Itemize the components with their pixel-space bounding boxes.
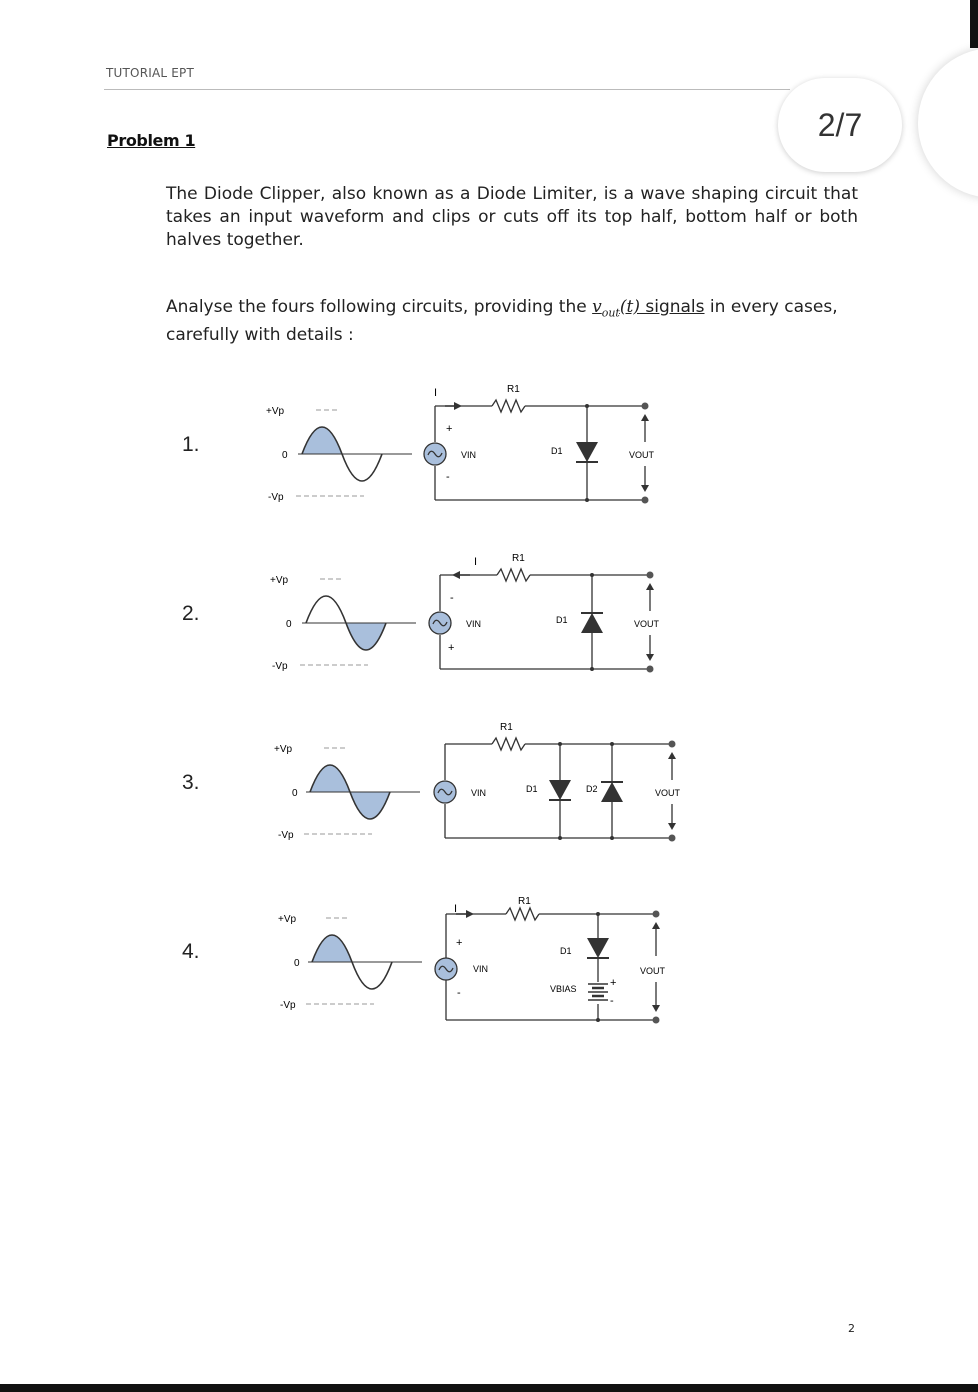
svg-text:0: 0 xyxy=(294,958,300,969)
circuit-schematic xyxy=(429,569,650,669)
svg-text:+: + xyxy=(446,423,453,435)
circuit-number: 1. xyxy=(182,433,200,456)
svg-text:+Vp: +Vp xyxy=(274,744,293,755)
svg-text:D1: D1 xyxy=(551,446,563,456)
diode-d1 xyxy=(576,442,598,462)
svg-text:R1: R1 xyxy=(518,896,531,907)
bias-battery xyxy=(588,984,608,1000)
input-waveform xyxy=(274,744,420,841)
document-header: TUTORIAL EPT xyxy=(106,66,195,80)
vout-symbol: $v_{out}(t)$ xyxy=(592,297,640,320)
input-waveform xyxy=(270,575,416,672)
svg-text:0: 0 xyxy=(282,450,288,461)
diode-d1 xyxy=(581,613,603,633)
svg-text:-: - xyxy=(450,592,454,604)
input-waveform xyxy=(266,406,412,503)
svg-text:R1: R1 xyxy=(512,553,525,564)
problem-title: Problem 1 xyxy=(107,131,196,150)
circuit-number: 3. xyxy=(182,771,200,794)
task-paragraph xyxy=(166,296,866,347)
diode-d1 xyxy=(549,780,571,800)
circuit-number: 4. xyxy=(182,940,200,963)
circuit-schematic xyxy=(424,400,645,500)
svg-text:I: I xyxy=(454,903,458,915)
svg-text:VBIAS: VBIAS xyxy=(550,984,577,994)
window-edge-bar xyxy=(970,0,978,48)
svg-text:+: + xyxy=(448,642,455,654)
svg-text:D1: D1 xyxy=(560,946,572,956)
svg-text:+: + xyxy=(456,937,463,949)
svg-text:+Vp: +Vp xyxy=(278,914,297,925)
svg-text:VIN: VIN xyxy=(466,619,482,629)
svg-text:VIN: VIN xyxy=(461,450,477,460)
diode-d1 xyxy=(587,938,609,958)
svg-text:D1: D1 xyxy=(526,784,538,794)
svg-text:-: - xyxy=(610,995,614,1007)
svg-text:0: 0 xyxy=(292,788,298,799)
page-number: 2 xyxy=(848,1322,855,1335)
svg-text:VOUT: VOUT xyxy=(629,450,655,460)
circuit-number: 2. xyxy=(182,602,200,625)
page-indicator[interactable]: 2/7 xyxy=(778,78,902,172)
svg-text:D2: D2 xyxy=(586,784,598,794)
svg-text:+Vp: +Vp xyxy=(270,575,289,586)
svg-text:VIN: VIN xyxy=(471,788,487,798)
svg-text:R1: R1 xyxy=(507,384,520,395)
svg-text:D1: D1 xyxy=(556,615,568,625)
svg-text:-: - xyxy=(457,987,461,999)
intro-paragraph: The Diode Clipper, also known as a Diode Limiter, is a wave shaping circuit that takes an input waveform and clips or cuts off its top half, bottom half or both halves together. xyxy=(166,184,858,250)
svg-text:+: + xyxy=(610,977,617,989)
task-text-signals: signals xyxy=(639,297,705,317)
svg-text:+Vp: +Vp xyxy=(266,406,285,417)
diode-d2 xyxy=(601,782,623,802)
task-text-after: in every cases, carefully with details : xyxy=(166,297,838,346)
svg-text:-Vp: -Vp xyxy=(272,661,288,672)
svg-text:-Vp: -Vp xyxy=(268,492,284,503)
task-text-before: Analyse the fours following circuits, providing the xyxy=(166,297,593,317)
header-rule xyxy=(104,89,790,90)
svg-text:-: - xyxy=(446,471,450,483)
circuit-4 xyxy=(260,880,700,1040)
svg-text:R1: R1 xyxy=(500,722,513,733)
window-bottom-bar xyxy=(0,1384,978,1392)
svg-text:VOUT: VOUT xyxy=(634,619,660,629)
svg-text:-Vp: -Vp xyxy=(280,1000,296,1011)
svg-text:VOUT: VOUT xyxy=(640,966,666,976)
circuit-2 xyxy=(260,541,700,701)
circuit-schematic xyxy=(435,908,656,1020)
svg-text:-Vp: -Vp xyxy=(278,830,294,841)
side-scroll-bubble[interactable] xyxy=(918,48,978,198)
svg-text:0: 0 xyxy=(286,619,292,630)
input-waveform xyxy=(278,914,422,1011)
svg-text:I: I xyxy=(434,387,438,399)
svg-text:VIN: VIN xyxy=(473,964,489,974)
svg-text:I: I xyxy=(474,556,478,568)
circuit-3 xyxy=(260,710,700,870)
circuit-1 xyxy=(260,372,700,532)
svg-text:VOUT: VOUT xyxy=(655,788,681,798)
circuit-schematic xyxy=(434,738,672,838)
